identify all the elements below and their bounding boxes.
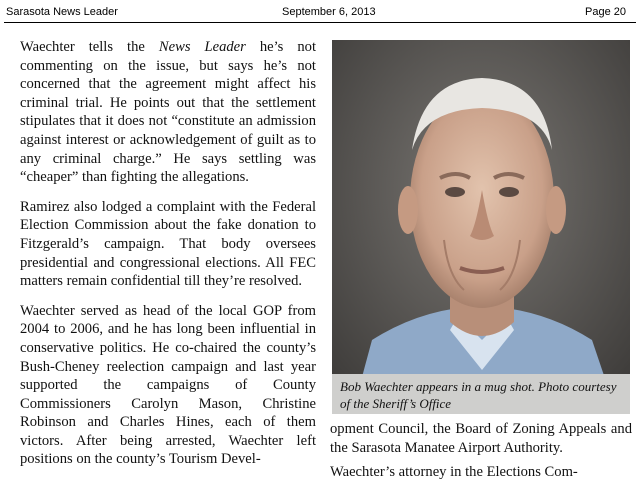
photo-caption [332,374,630,414]
article-paragraph: Waechter’s attorney in the Elections Com- [330,464,578,481]
issue-date: September 6, 2013 [282,6,376,18]
mug-shot-photo [332,40,630,414]
portrait-illustration [332,40,630,414]
header-rule [4,22,636,23]
page-number: Page 20 [585,6,626,18]
publication-name: Sarasota News Leader [6,6,118,18]
page-header [0,0,640,36]
article-paragraph: Waechter tells the News Leader he’s not commenting on the issue, but says he’s not concerned that the agreement might affect his criminal trial. He points out that the settlement stipulates that it does not “constitute an admission against interest or acknowledgement of guilt as to any criminal charge.” He says settling was “cheaper” than fighting the allegations. [20,39,316,186]
publication-name-inline: News Leader [158,39,246,55]
article-paragraph: opment Council, the Board of Zoning Appeals and the Sarasota Manatee Airport Authority. [330,421,632,456]
article-left-column [20,38,316,469]
article-paragraph: Waechter served as head of the local GOP from 2004 to 2006, and he has long been influential in conservative politics. He co-chaired the county’s Bush-Cheney reelection campaign and last year supported the campaigns of County Commissioners Carolyn Mason, Christine Robinson and Charles Hines, each of them victors. After being arrested, Waechter left positions on the county’s Tourism Devel- [20,302,316,468]
article-paragraph: Ramirez also lodged a complaint with the Federal Election Commission about the fake donation to Fitzgerald’s campaign. That body oversees presidential and congressional elections. All FEC matters remain confidential till they’re resolved. [20,198,316,290]
article-right-column [330,420,632,488]
caption-text: Bob Waechter appears in a mug shot. Photo courtesy of the Sheriff’s Office [340,379,617,411]
